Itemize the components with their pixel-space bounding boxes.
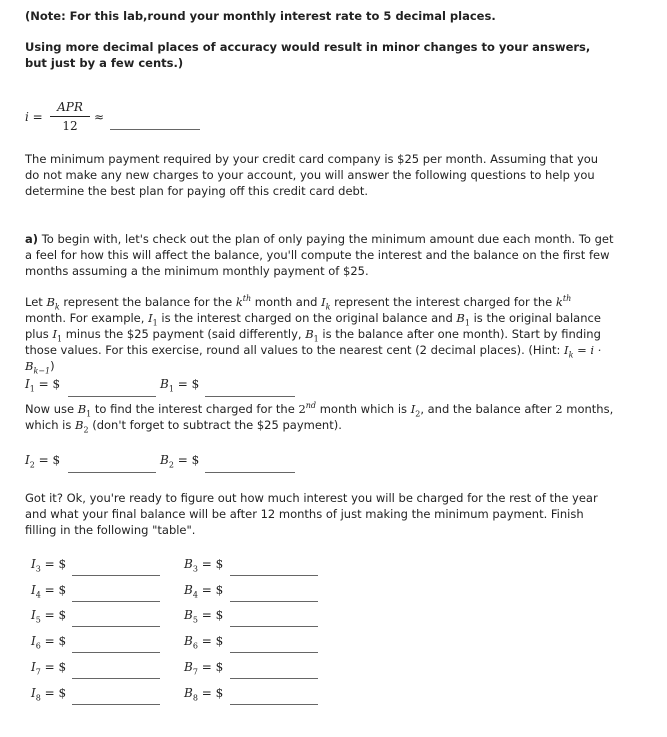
math-B: B bbox=[305, 327, 314, 341]
formula-approx: ≈ bbox=[94, 110, 105, 124]
text: , and the balance after bbox=[420, 402, 556, 416]
math-I: I bbox=[148, 311, 153, 325]
math-k: k bbox=[555, 295, 563, 309]
equals-dollar: = $ bbox=[201, 660, 224, 674]
math-B: B bbox=[184, 583, 193, 597]
math-I: I bbox=[52, 327, 57, 341]
math-sub: 1 bbox=[152, 318, 158, 328]
equals-dollar: = $ bbox=[177, 377, 200, 391]
math-sub: 6 bbox=[192, 641, 198, 651]
math-sub: k bbox=[54, 302, 60, 312]
equals-dollar: = $ bbox=[44, 583, 67, 597]
math-sub: 6 bbox=[35, 641, 41, 651]
math-k: k bbox=[235, 295, 243, 309]
math-B: B bbox=[75, 418, 84, 432]
math-sup: th bbox=[242, 294, 252, 304]
b5-label bbox=[184, 608, 224, 625]
math-sub: 7 bbox=[192, 667, 198, 677]
b2-label bbox=[160, 453, 200, 470]
math-I: I bbox=[410, 402, 416, 416]
i1-label bbox=[25, 377, 61, 394]
math-sub: 1 bbox=[56, 334, 63, 344]
equals-dollar: = $ bbox=[38, 377, 61, 391]
b4-input[interactable] bbox=[230, 601, 318, 602]
math-I: I bbox=[31, 557, 36, 571]
i4-label bbox=[31, 583, 67, 600]
b7-input[interactable] bbox=[230, 678, 318, 679]
b1-input[interactable] bbox=[205, 396, 295, 397]
text: month and bbox=[251, 295, 322, 309]
b3-input[interactable] bbox=[230, 575, 318, 576]
math-sub: 8 bbox=[192, 693, 198, 703]
equals-dollar: = $ bbox=[201, 608, 224, 622]
text: is the original balance plus bbox=[25, 311, 601, 341]
i2-input[interactable] bbox=[68, 472, 156, 473]
math-B: B bbox=[77, 402, 87, 416]
math-sup: nd bbox=[305, 401, 317, 411]
definition-paragraph bbox=[25, 294, 615, 374]
formula-numerator: APR bbox=[50, 100, 90, 117]
equals-dollar: = $ bbox=[44, 660, 67, 674]
text: minus the $25 payment (said differently, bbox=[62, 327, 306, 341]
math-2: 2 bbox=[298, 402, 306, 416]
i3-label bbox=[31, 557, 67, 574]
math-sub: 8 bbox=[35, 693, 41, 703]
math-sub: 5 bbox=[192, 615, 198, 625]
text: month which is bbox=[316, 402, 411, 416]
math-sup: th bbox=[562, 294, 572, 304]
math-I: I bbox=[31, 583, 36, 597]
b5-input[interactable] bbox=[230, 626, 318, 627]
math-sub: 1 bbox=[464, 318, 470, 328]
equals-dollar: = $ bbox=[44, 634, 67, 648]
i8-input[interactable] bbox=[72, 704, 160, 705]
math-sub: k bbox=[568, 350, 574, 360]
math-sub: 4 bbox=[192, 590, 198, 600]
b1-label bbox=[160, 377, 200, 394]
text: (don't forget to subtract the $25 payment). bbox=[88, 418, 342, 432]
i6-label bbox=[31, 634, 67, 651]
text: months, which is bbox=[25, 402, 614, 432]
math-B: B bbox=[184, 557, 193, 571]
equals-dollar: = $ bbox=[201, 583, 224, 597]
part-a-paragraph bbox=[25, 231, 615, 279]
equals-dollar: = $ bbox=[44, 608, 67, 622]
math-sub: k bbox=[325, 302, 331, 312]
math-sub: 3 bbox=[192, 564, 198, 574]
part-a-label: a) bbox=[25, 232, 39, 246]
text: to find the interest charged for the bbox=[91, 402, 299, 416]
math-sub: 4 bbox=[35, 590, 41, 600]
math-B: B bbox=[456, 311, 465, 325]
math-sub: 2 bbox=[415, 409, 421, 419]
b6-input[interactable] bbox=[230, 652, 318, 653]
equals-dollar: = $ bbox=[201, 557, 224, 571]
text: is the balance after one month). Start by finding those values. For this exercise, round all values to the nearest cent (2 decimal places). (Hint: bbox=[25, 327, 601, 357]
formula-fraction bbox=[50, 100, 90, 133]
formula-lhs: i = bbox=[25, 110, 43, 124]
math-B: B bbox=[46, 295, 55, 309]
b7-label bbox=[184, 660, 224, 677]
i3-input[interactable] bbox=[72, 575, 160, 576]
text: Let bbox=[25, 295, 47, 309]
math-I: I bbox=[25, 377, 30, 391]
i7-input[interactable] bbox=[72, 678, 160, 679]
math-I: I bbox=[25, 453, 30, 467]
text: month. For example, bbox=[25, 311, 149, 325]
b6-label bbox=[184, 634, 224, 651]
math-sub: 1 bbox=[168, 384, 174, 394]
i8-label bbox=[31, 686, 67, 703]
b3-label bbox=[184, 557, 224, 574]
math-B: B bbox=[160, 377, 169, 391]
math-sub: 1 bbox=[313, 334, 319, 344]
text: is the interest charged on the original balance and bbox=[157, 311, 457, 325]
math-I: I bbox=[31, 660, 36, 674]
math-B: B bbox=[184, 686, 193, 700]
text: Now use bbox=[25, 402, 78, 416]
math-sub: k−1 bbox=[33, 366, 51, 376]
equals-dollar: = $ bbox=[201, 686, 224, 700]
text: represent the balance for the bbox=[59, 295, 236, 309]
math-B: B bbox=[184, 634, 193, 648]
i4-input[interactable] bbox=[72, 601, 160, 602]
hint-math: = i · B bbox=[25, 343, 602, 373]
part-a-text: To begin with, let's check out the plan of only paying the minimum amount due each month. To get a feel for how this will affect the balance, you'll compute the interest and the balance on the first few months assuming a the minimum monthly payment of $25. bbox=[25, 232, 614, 278]
i1-input[interactable] bbox=[68, 396, 156, 397]
math-sub: 2 bbox=[83, 425, 89, 435]
equals-dollar: = $ bbox=[177, 453, 200, 467]
i5-input[interactable] bbox=[72, 626, 160, 627]
b2-input[interactable] bbox=[205, 472, 295, 473]
text: ) bbox=[50, 359, 55, 373]
math-sub: 7 bbox=[35, 667, 41, 677]
math-B: B bbox=[184, 608, 193, 622]
equals-dollar: = $ bbox=[38, 453, 61, 467]
math-I: I bbox=[31, 608, 36, 622]
math-sub: 3 bbox=[35, 564, 41, 574]
equals-dollar: = $ bbox=[44, 557, 67, 571]
math-I: I bbox=[31, 634, 36, 648]
equals-dollar: = $ bbox=[44, 686, 67, 700]
math-sub: 2 bbox=[168, 460, 174, 470]
b8-label bbox=[184, 686, 224, 703]
got-it-paragraph: Got it? Ok, you're ready to figure out how much interest you will be charged for the rest of the year and what your final balance will be after 12 months of just making the minimum payment. Finish filling in the following "table". bbox=[25, 491, 598, 537]
note-line-1: (Note: For this lab,round your monthly interest rate to 5 decimal places. bbox=[25, 9, 496, 23]
i5-label bbox=[31, 608, 67, 625]
i7-label bbox=[31, 660, 67, 677]
now-use-paragraph bbox=[25, 401, 615, 433]
text: represent the interest charged for the bbox=[330, 295, 556, 309]
b8-input[interactable] bbox=[230, 704, 318, 705]
i6-input[interactable] bbox=[72, 652, 160, 653]
i2-label bbox=[25, 453, 61, 470]
math-I: I bbox=[564, 343, 569, 357]
math-sub: 1 bbox=[29, 384, 35, 394]
intro-paragraph: The minimum payment required by your credit card company is $25 per month. Assuming that you do not make any new charges to your account, you will answer the following questions to help you determine the best plan for paying off this credit card debt. bbox=[25, 152, 599, 198]
formula-denominator: 12 bbox=[62, 119, 78, 133]
math-sub: 2 bbox=[29, 460, 35, 470]
b4-label bbox=[184, 583, 224, 600]
equals-dollar: = $ bbox=[201, 634, 224, 648]
note-line-2: Using more decimal places of accuracy would result in minor changes to your answers, but just by a few cents.) bbox=[25, 40, 591, 70]
math-2: 2 bbox=[555, 402, 563, 416]
math-sub: 1 bbox=[86, 409, 92, 419]
math-B: B bbox=[160, 453, 169, 467]
math-sub: 5 bbox=[35, 615, 41, 625]
math-I: I bbox=[31, 686, 36, 700]
monthly-rate-input[interactable] bbox=[110, 129, 200, 130]
math-B: B bbox=[184, 660, 193, 674]
math-I: I bbox=[321, 295, 326, 309]
